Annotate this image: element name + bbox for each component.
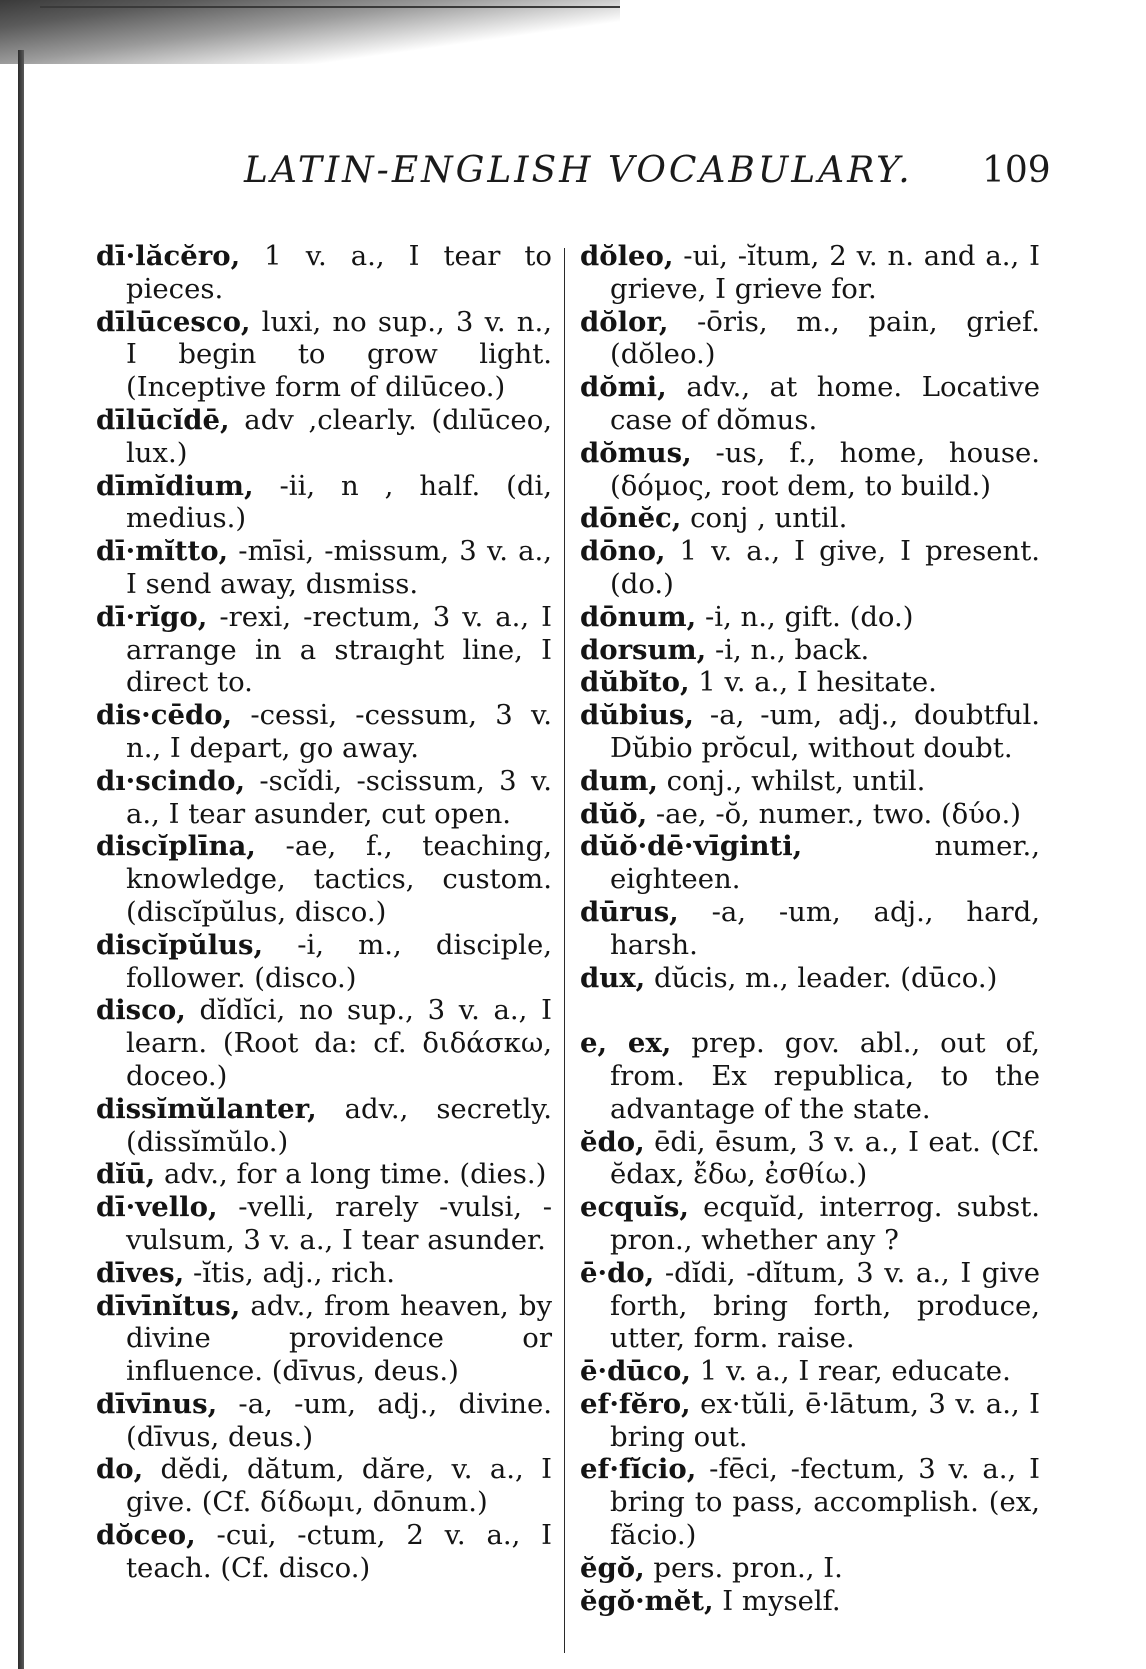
entry-headword: dĭū, bbox=[96, 1158, 156, 1191]
entry-definition: dĕdi, dătum, dăre, v. a., I give. (Cf. δίδωμι, dōnum.) bbox=[126, 1453, 552, 1519]
vocabulary-entry bbox=[96, 601, 552, 699]
entry-definition: 1 v. a., I tear to pieces. bbox=[126, 240, 552, 305]
vocabulary-entry bbox=[580, 437, 1040, 503]
entry-definition: dĭdĭci, no sup., 3 v. a., I learn. (Root da: cf. διδάσκω, doceo.) bbox=[126, 994, 552, 1092]
entry-headword: dī·vello, bbox=[96, 1191, 218, 1224]
entry-headword: dīmĭdium, bbox=[96, 469, 254, 502]
entry-definition: -ōris, m., pain, grief. (dŏleo.) bbox=[610, 305, 1040, 371]
entry-definition: -dĭdi, -dĭtum, 3 v. a., I give forth, bring forth, produce, utter, form. raise. bbox=[610, 1256, 1040, 1355]
top-rule bbox=[40, 6, 620, 8]
entry-definition: conj., whilst, until. bbox=[657, 764, 926, 797]
book-spine-edge bbox=[18, 50, 24, 1669]
entry-definition: -ae, f., teaching, knowledge, tactics, custom. (discĭpŭlus, disco.) bbox=[126, 830, 552, 928]
entry-definition: ecquĭd, interrog. subst. pron., whether any ? bbox=[610, 1191, 1040, 1256]
entry-headword: ef·fĭcio, bbox=[580, 1453, 697, 1486]
entry-headword: dŭbĭto, bbox=[580, 666, 690, 699]
vocabulary-entry bbox=[580, 1027, 1040, 1125]
entry-definition: dŭcis, m., leader. (dūco.) bbox=[645, 961, 998, 994]
entry-definition: -a, -um, adj., divine. (dīvus, deus.) bbox=[126, 1387, 552, 1453]
entry-definition: -velli, rarely -vulsi, -vulsum, 3 v. a., I tear asunder. bbox=[126, 1191, 552, 1256]
vocabulary-entry bbox=[96, 1191, 552, 1257]
entry-headword: dōnĕc, bbox=[580, 502, 682, 535]
entry-definition: -i, m., disciple, follower. (disco.) bbox=[126, 928, 552, 994]
entry-definition: -us, f., home, house. (δόμος, root dem, to build.) bbox=[610, 436, 1040, 502]
entry-headword: dum, bbox=[580, 764, 658, 797]
page-edge-shadow bbox=[0, 0, 620, 64]
entry-definition: -mīsi, -missum, 3 v. a., I send away, dısmiss. bbox=[126, 535, 552, 600]
vocabulary-entry bbox=[96, 306, 552, 404]
entry-definition: adv., from heaven, by divine providence or influence. (dīvus, deus.) bbox=[126, 1289, 552, 1388]
vocabulary-entry bbox=[96, 994, 552, 1092]
entry-definition: -ĭtis, adj., rich. bbox=[184, 1256, 396, 1289]
entry-headword: ē·do, bbox=[580, 1256, 655, 1289]
vocabulary-entry bbox=[96, 404, 552, 470]
entry-headword: ef·fĕro, bbox=[580, 1387, 691, 1420]
entry-headword: dī·mĭtto, bbox=[96, 535, 229, 568]
page-number: 109 bbox=[982, 150, 1051, 191]
entry-headword: e, ex, bbox=[580, 1027, 672, 1060]
entry-headword: dī·lăcĕro, bbox=[96, 240, 241, 272]
entry-headword: dīvīnus, bbox=[96, 1387, 218, 1420]
entry-definition: adv., at home. Locative case of dŏmus. bbox=[610, 371, 1040, 436]
entry-headword: dīves, bbox=[96, 1256, 185, 1289]
vocabulary-entry bbox=[580, 535, 1040, 601]
vocabulary-entry bbox=[96, 830, 552, 928]
vocabulary-entry bbox=[580, 502, 1040, 535]
entry-definition: prep. gov. abl., out of, from. Ex republica, to the advantage of the state. bbox=[610, 1027, 1040, 1125]
entry-definition: 1 v. a., I hesitate. bbox=[689, 666, 937, 699]
entry-headword: dūrus, bbox=[580, 895, 679, 928]
entry-definition: 1 v. a., I give, I present. (do.) bbox=[610, 535, 1040, 600]
vocabulary-entry bbox=[96, 1290, 552, 1388]
entry-definition: -scĭdi, -scissum, 3 v. a., I tear asunder, cut open. bbox=[126, 764, 552, 830]
entry-definition: -ae, -ŏ, numer., two. (δύο.) bbox=[647, 797, 1021, 830]
vocabulary-entry bbox=[96, 1158, 552, 1191]
entry-headword: disco, bbox=[96, 994, 186, 1027]
vocabulary-entry bbox=[96, 240, 552, 306]
entry-definition: -i, n., gift. (do.) bbox=[696, 600, 914, 633]
entry-definition: -rexi, -rectum, 3 v. a., I arrange in a straıght line, I direct to. bbox=[126, 600, 552, 699]
entry-definition: -ui, -ĭtum, 2 v. n. and a., I grieve, I grieve for. bbox=[610, 240, 1040, 305]
entry-headword: dīvīnĭtus, bbox=[96, 1289, 241, 1322]
entry-definition: -ii, n , half. (di, medius.) bbox=[126, 469, 552, 535]
vocabulary-entry bbox=[580, 699, 1040, 765]
running-head: LATIN-ENGLISH VOCABULARY. bbox=[244, 150, 913, 191]
vocabulary-entry bbox=[580, 371, 1040, 437]
vocabulary-entry bbox=[580, 1257, 1040, 1355]
vocabulary-entry bbox=[580, 601, 1040, 634]
entry-headword: dŏleo, bbox=[580, 240, 674, 272]
entry-definition: -cessi, -cessum, 3 v. n., I depart, go away. bbox=[126, 699, 552, 764]
vocabulary-entry bbox=[580, 1355, 1040, 1388]
entry-headword: ē·dūco, bbox=[580, 1355, 691, 1388]
entry-headword: dux, bbox=[580, 961, 646, 994]
entry-definition: pers. pron., I. bbox=[644, 1551, 843, 1584]
entry-definition: -cui, -ctum, 2 v. a., I teach. (Cf. disco.) bbox=[126, 1519, 552, 1584]
entry-headword: dōnum, bbox=[580, 600, 697, 633]
entry-definition: adv ,clearly. (dılūceo, lux.) bbox=[126, 403, 552, 469]
entry-definition: conj , until. bbox=[681, 502, 848, 535]
entry-headword: ecquĭs, bbox=[580, 1191, 689, 1224]
entry-headword: dis·cēdo, bbox=[96, 699, 233, 732]
entry-headword: dŏceo, bbox=[96, 1519, 196, 1552]
vocabulary-entry bbox=[96, 1453, 552, 1519]
vocabulary-entry bbox=[580, 240, 1040, 306]
vocabulary-entry bbox=[580, 634, 1040, 667]
entry-headword: dissĭmŭlanter, bbox=[96, 1092, 317, 1125]
entry-definition: adv., for a long time. (dies.) bbox=[155, 1158, 547, 1191]
entry-headword: ĕdo, bbox=[580, 1125, 645, 1158]
vocabulary-entry bbox=[96, 1257, 552, 1290]
vocabulary-entry bbox=[580, 1552, 1040, 1585]
vocabulary-entry bbox=[580, 1191, 1040, 1257]
left-column bbox=[96, 240, 552, 1585]
entry-definition: -a, -um, adj., doubtful. Dŭbio prŏcul, without doubt. bbox=[610, 699, 1040, 764]
right-column bbox=[580, 240, 1040, 1617]
vocabulary-entry bbox=[96, 535, 552, 601]
entry-headword: ĕgŏ, bbox=[580, 1551, 645, 1584]
vocabulary-entry bbox=[96, 1388, 552, 1454]
vocabulary-entry bbox=[96, 765, 552, 831]
entry-definition: numer., eighteen. bbox=[610, 830, 1040, 896]
entry-definition: adv., secretly. (dissĭmŭlo.) bbox=[126, 1092, 552, 1158]
vocabulary-entry bbox=[96, 1519, 552, 1585]
vocabulary-entry bbox=[96, 470, 552, 536]
vocabulary-entry bbox=[580, 1388, 1040, 1454]
entry-headword: dŏmi, bbox=[580, 371, 667, 404]
entry-definition: -i, n., back. bbox=[706, 633, 870, 666]
vocabulary-entry bbox=[580, 1126, 1040, 1192]
entry-headword: do, bbox=[96, 1453, 144, 1486]
entry-headword: dīlūcesco, bbox=[96, 305, 251, 338]
entry-definition: -fēci, -fectum, 3 v. a., I bring to pass, accomplish. (ex, făcio.) bbox=[610, 1453, 1040, 1552]
entry-headword: dorsum, bbox=[580, 633, 707, 666]
entry-definition: -a, -um, adj., hard, harsh. bbox=[610, 895, 1040, 961]
vocabulary-entry bbox=[580, 798, 1040, 831]
entry-definition: 1 v. a., I rear, educate. bbox=[690, 1355, 1011, 1388]
vocabulary-entry bbox=[580, 765, 1040, 798]
entry-definition: ex·tŭli, ē·lātum, 3 v. a., I bring out. bbox=[610, 1387, 1040, 1453]
vocabulary-entry bbox=[580, 1585, 1040, 1618]
vocabulary-entry bbox=[96, 929, 552, 995]
entry-headword: dŏlor, bbox=[580, 305, 669, 338]
vocabulary-entry bbox=[96, 699, 552, 765]
vocabulary-entry bbox=[580, 830, 1040, 896]
entry-headword: dīlūcĭdē, bbox=[96, 403, 230, 436]
entry-definition: ēdi, ēsum, 3 v. a., I eat. (Cf. ĕdax, ἔδω, ἐσθίω.) bbox=[610, 1125, 1040, 1191]
vocabulary-entry bbox=[580, 962, 1040, 995]
vocabulary-entry bbox=[580, 1453, 1040, 1551]
entry-headword: dı·scindo, bbox=[96, 764, 246, 797]
entry-definition: luxi, no sup., 3 v. n., I begin to grow light. (Inceptive form of dilūceo.) bbox=[126, 305, 552, 404]
vocabulary-entry bbox=[96, 1093, 552, 1159]
entry-headword: dŭŏ·dē·vīginti, bbox=[580, 830, 803, 863]
entry-headword: discĭplīna, bbox=[96, 830, 256, 863]
entry-headword: dōno, bbox=[580, 535, 666, 568]
entry-headword: dŭbius, bbox=[580, 699, 694, 732]
entry-definition: I myself. bbox=[713, 1584, 841, 1617]
vocabulary-entry bbox=[580, 666, 1040, 699]
vocabulary-entry bbox=[580, 306, 1040, 372]
entry-headword: dī·rĭgo, bbox=[96, 600, 208, 633]
entry-headword: dŭŏ, bbox=[580, 797, 648, 830]
entry-headword: discĭpŭlus, bbox=[96, 928, 264, 961]
column-divider bbox=[564, 248, 565, 1653]
entry-headword: dŏmus, bbox=[580, 436, 692, 469]
vocabulary-entry bbox=[580, 896, 1040, 962]
entry-headword: ĕgŏ·mĕt, bbox=[580, 1584, 714, 1617]
